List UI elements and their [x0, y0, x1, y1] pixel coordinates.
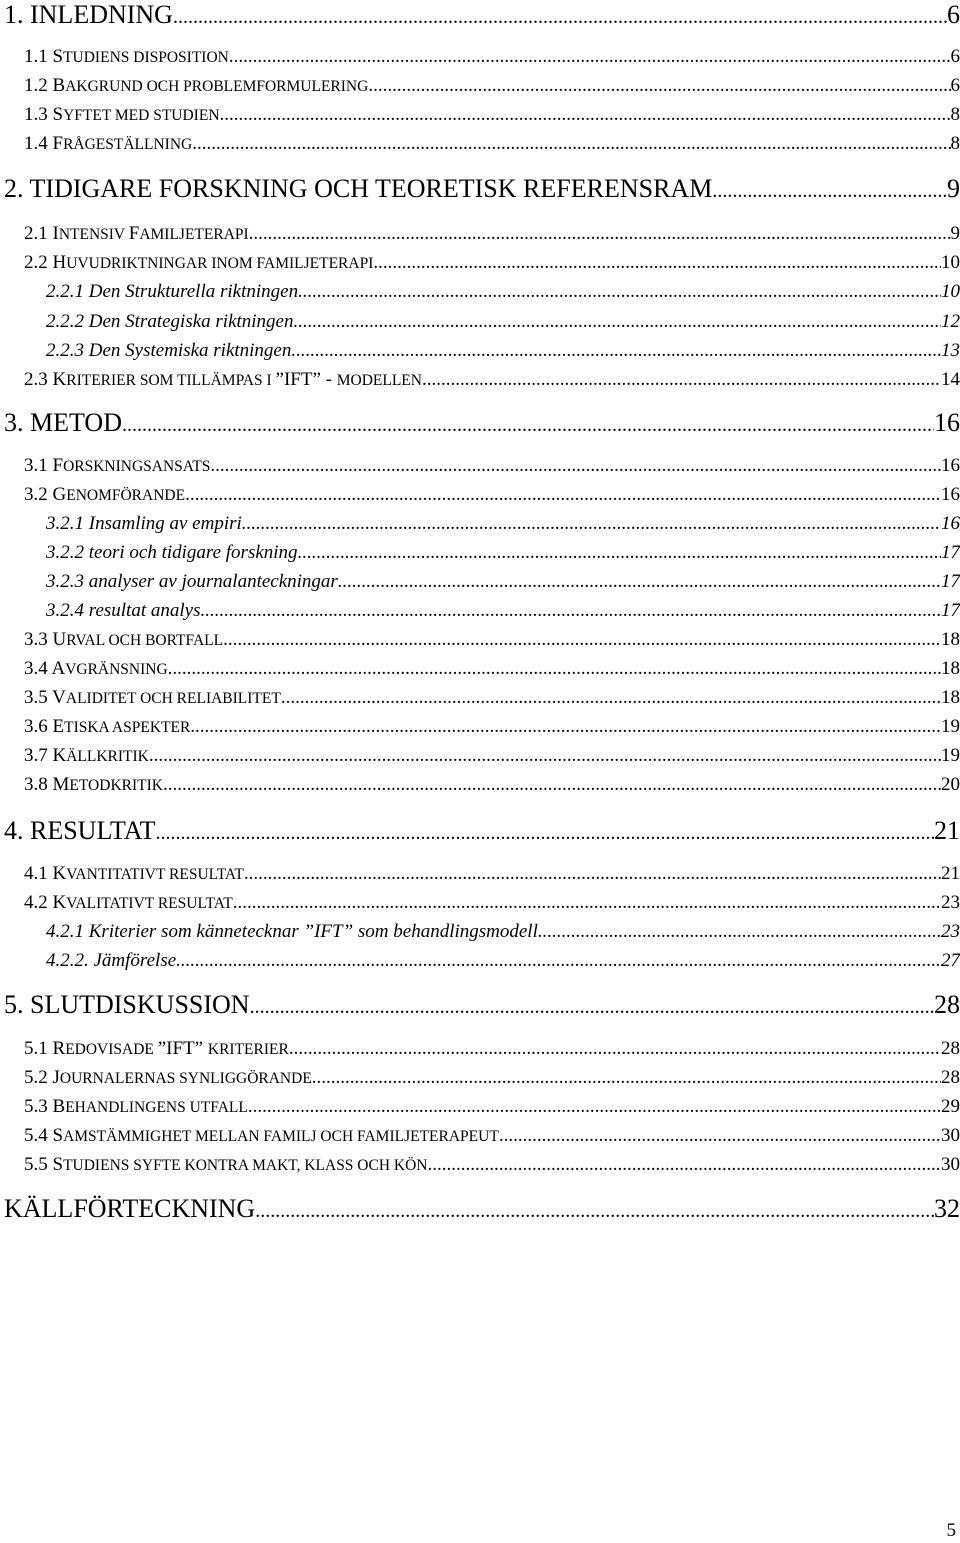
toc-title-part: RITERIER SOM TILLÄMPAS I [66, 372, 276, 389]
toc-page-number: 9 [947, 174, 960, 203]
toc-page-number: 28 [941, 1067, 960, 1088]
toc-dot-leader [543, 921, 941, 943]
toc-dot-leader [712, 180, 947, 203]
toc-entry[interactable] [24, 745, 960, 767]
page-number: 5 [946, 1520, 956, 1541]
toc-title-part: ORSKNINGSANSATS [63, 458, 211, 475]
toc-dot-leader [200, 600, 941, 622]
toc-title-part: UVUDRIKTNINGAR INOM FAMILJETERAPI [66, 255, 374, 272]
toc-entry-title [24, 1067, 312, 1089]
toc-entry[interactable] [24, 484, 960, 506]
toc-title-part: 3.7 K [24, 745, 67, 766]
toc-title-part: VGRÄNSNING [65, 661, 168, 678]
toc-entry[interactable] [24, 687, 960, 709]
toc-entry[interactable] [4, 408, 960, 438]
toc-entry-title [46, 542, 298, 564]
toc-dot-leader [422, 369, 941, 391]
toc-page-number: 29 [941, 1096, 960, 1117]
toc-title-part: RVAL OCH BORTFALL [66, 632, 224, 649]
toc-title-part: KRITERIER [207, 1041, 289, 1058]
toc-entry-title [4, 816, 156, 846]
toc-entry-title [4, 0, 173, 30]
toc-title-part: EDOVISADE [65, 1041, 158, 1058]
toc-entry-title [24, 774, 163, 796]
toc-entry[interactable] [24, 1154, 960, 1176]
toc-dot-leader [249, 223, 951, 245]
toc-entry-title [24, 892, 233, 914]
toc-entry[interactable] [24, 75, 960, 97]
toc-title-part: AKGRUND OCH PROBLEMFORMULERING [65, 78, 369, 95]
toc-entry[interactable] [4, 990, 960, 1020]
toc-dot-leader [190, 716, 941, 738]
toc-dot-leader [149, 745, 941, 767]
toc-entry-title [24, 46, 229, 68]
toc-title-part: 3.6 E [24, 716, 65, 737]
toc-title-part: 3.2.1 Insamling av empiri [46, 513, 242, 534]
toc-dot-leader [242, 513, 941, 535]
toc-page-number: 8 [950, 104, 960, 125]
toc-page-number: 19 [941, 716, 960, 737]
toc-entry[interactable] [24, 133, 960, 155]
toc-dot-leader [250, 996, 934, 1019]
toc-entry-title [24, 104, 220, 126]
toc-title-part: 3.3 U [24, 629, 67, 650]
toc-dot-leader [294, 311, 942, 333]
toc-title-part: 5.1 R [24, 1038, 66, 1059]
toc-page-number: 16 [941, 455, 960, 476]
toc-dot-leader [499, 1125, 941, 1147]
toc-title-part: 1.1 S [24, 46, 64, 67]
toc-dot-leader [368, 75, 950, 97]
toc-dot-leader [244, 863, 941, 885]
toc-entry-title [24, 658, 168, 680]
toc-title-part: 3.2 G [24, 484, 67, 505]
toc-entry[interactable] [4, 816, 960, 846]
toc-title-part: 1.2 B [24, 75, 66, 96]
toc-page-number: 23 [941, 921, 960, 942]
toc-title-part: 2.2.3 Den Systemiska riktningen [46, 340, 292, 361]
toc-title-part: 2.3 K [24, 369, 67, 390]
toc-entry[interactable] [24, 1125, 960, 1147]
toc-entry[interactable] [24, 1096, 960, 1118]
toc-entry[interactable] [46, 513, 960, 535]
toc-title-part: 1. INLEDNING [4, 0, 173, 29]
toc-page-number: 21 [941, 863, 960, 884]
toc-entry-title [24, 455, 210, 477]
toc-dot-leader [220, 104, 951, 126]
toc-title-part: NTENSIV [58, 226, 129, 243]
toc-entry[interactable] [24, 629, 960, 651]
toc-entry[interactable] [24, 716, 960, 738]
toc-page-number: 18 [941, 687, 960, 708]
toc-title-part: ALIDITET OCH RELIABILITET [65, 690, 281, 707]
toc-entry-title [24, 687, 281, 709]
toc-title-part: AMSTÄMMIGHET MELLAN FAMILJ OCH FAMILJETERAPEUT [63, 1128, 499, 1145]
toc-entry-title [24, 629, 223, 651]
toc-page-number: 30 [941, 1154, 960, 1175]
toc-title-part: 1.4 F [24, 133, 64, 154]
toc-entry-title [24, 1125, 499, 1147]
toc-title-part: 5.4 S [24, 1125, 64, 1146]
toc-dot-leader [192, 133, 950, 155]
toc-entry[interactable] [46, 571, 960, 593]
toc-page-number: 13 [941, 340, 960, 361]
toc-title-part: 3.8 M [24, 774, 70, 795]
toc-title-part: 3.2.2 teori och tidigare forskning [46, 542, 298, 563]
toc-entry[interactable] [24, 658, 960, 680]
toc-title-part: RÅGESTÄLLNING [63, 136, 193, 153]
toc-entry[interactable] [24, 1038, 960, 1060]
toc-dot-leader [298, 281, 941, 303]
toc-title-part: TUDIENS DISPOSITION [63, 49, 229, 66]
toc-dot-leader [168, 658, 941, 680]
toc-title-part: VALITATIVT RESULTAT [66, 895, 233, 912]
toc-dot-leader [122, 414, 934, 437]
toc-title-part: 4.2 K [24, 892, 67, 913]
toc-title-part: 4.2.1 Kriterier som kännetecknar ”IFT” som behandlingsmodell. [46, 921, 543, 942]
toc-entry-title [24, 1096, 248, 1118]
toc-page-number: 16 [941, 513, 960, 534]
toc-dot-leader [312, 1067, 941, 1089]
toc-title-part: 5.2 J [24, 1067, 60, 1088]
toc-page-number: 21 [934, 816, 960, 845]
toc-entry-title [46, 311, 294, 333]
toc-entry-title [24, 1154, 428, 1176]
toc-dot-leader [338, 571, 941, 593]
toc-entry[interactable] [46, 950, 960, 972]
toc-entry[interactable] [46, 921, 960, 943]
toc-page-number: 16 [941, 484, 960, 505]
toc-title-part: F [128, 223, 140, 244]
toc-entry-title [24, 252, 373, 274]
toc-page-number: 10 [941, 252, 960, 273]
toc-page-number: 17 [941, 542, 960, 563]
toc-page-number: 6 [950, 46, 960, 67]
toc-title-part: 2.2 H [24, 252, 67, 273]
toc-page-number: 16 [934, 408, 960, 437]
toc-entry-title [4, 174, 712, 204]
toc-entry[interactable] [24, 863, 960, 885]
toc-title-part: 4. RESULTAT [4, 816, 156, 845]
toc-entry-title [24, 369, 422, 391]
toc-title-part: TUDIENS SYFTE KONTRA MAKT, KLASS OCH KÖN [63, 1157, 428, 1174]
toc-entry[interactable] [46, 600, 960, 622]
toc-page-number: 10 [941, 281, 960, 302]
toc-entry-title [46, 281, 298, 303]
toc-title-part: EHANDLINGENS UTFALL [65, 1099, 248, 1116]
toc-entry-title [24, 223, 249, 245]
toc-entry-title [46, 513, 242, 535]
toc-dot-leader [291, 340, 941, 362]
toc-page-number: 30 [941, 1125, 960, 1146]
toc-entry-title [46, 950, 176, 972]
toc-title-part: YFTET MED STUDIEN [63, 107, 220, 124]
toc-page-number: 12 [941, 311, 960, 332]
toc-entry-title [46, 340, 291, 362]
toc-entry-title [4, 990, 250, 1020]
toc-dot-leader [233, 892, 941, 914]
toc-title-part: 3.5 V [24, 687, 66, 708]
toc-entry[interactable] [4, 174, 960, 204]
toc-entry[interactable] [24, 46, 960, 68]
toc-dot-leader [373, 252, 941, 274]
toc-page-number: 6 [947, 0, 960, 29]
toc-page-number: 28 [941, 1038, 960, 1059]
toc-dot-leader [289, 1038, 941, 1060]
toc-page-number: 27 [941, 950, 960, 971]
toc-entry[interactable] [46, 542, 960, 564]
toc-page-number: 6 [950, 75, 960, 96]
toc-dot-leader [185, 484, 941, 506]
toc-title-part: TISKA ASPEKTER [64, 719, 191, 736]
toc-entry[interactable] [24, 892, 960, 914]
toc-entry-title [4, 408, 122, 438]
toc-title-part: 2. TIDIGARE FORSKNING OCH TEORETISK REFERENSRAM [4, 174, 713, 203]
toc-entry[interactable] [24, 369, 960, 391]
toc-dot-leader [298, 542, 941, 564]
toc-title-part: 3.2.4 resultat analys [46, 600, 201, 621]
toc-dot-leader [281, 687, 941, 709]
toc-page-number: 32 [934, 1194, 960, 1223]
toc-page-number: 20 [941, 774, 960, 795]
toc-dot-leader [163, 774, 941, 796]
toc-dot-leader [229, 46, 951, 68]
toc-entry-title [4, 1194, 255, 1224]
toc-title-part: AMILJETERAPI [139, 226, 249, 243]
toc-title-part: ÄLLKRITIK [66, 748, 149, 765]
toc-entry[interactable] [46, 311, 960, 333]
toc-entry-title [24, 1038, 289, 1060]
toc-title-part: ETODKRITIK [69, 777, 163, 794]
toc-page-number: 28 [934, 990, 960, 1019]
toc-entry-title [24, 133, 192, 155]
toc-entry[interactable] [24, 104, 960, 126]
toc-title-part: 3.1 F [24, 455, 64, 476]
toc-title-part: 3.2.3 analyser av journalanteckningar [46, 571, 338, 592]
toc-title-part: 2.2.2 Den Strategiska riktningen [46, 311, 294, 332]
toc-dot-leader [156, 822, 934, 845]
toc-page-number: 17 [941, 600, 960, 621]
toc-title-part: 3.4 A [24, 658, 66, 679]
toc-dot-leader [255, 1200, 934, 1223]
toc-entry[interactable] [46, 281, 960, 303]
toc-entry[interactable] [24, 774, 960, 796]
toc-entry-title [24, 484, 185, 506]
toc-title-part: 2.1 I [24, 223, 59, 244]
toc-entry[interactable] [24, 455, 960, 477]
toc-title-part: VANTITATIVT RESULTAT [66, 866, 244, 883]
toc-page-number: 18 [941, 629, 960, 650]
toc-entry-title [24, 745, 149, 767]
toc-page-number: 8 [950, 133, 960, 154]
toc-title-part: 4.2.2. Jämförelse [46, 950, 177, 971]
toc-title-part: 4.1 K [24, 863, 67, 884]
toc-page-number: 18 [941, 658, 960, 679]
toc-title-part: KÄLLFÖRTECKNING [4, 1194, 256, 1223]
toc-title-part: OURNALERNAS SYNLIGGÖRANDE [59, 1070, 312, 1087]
toc-title-part: MODELLEN [336, 372, 422, 389]
toc-dot-leader [173, 6, 947, 29]
toc-page-number: 14 [941, 369, 960, 390]
toc-dot-leader [248, 1096, 941, 1118]
toc-entry[interactable] [24, 223, 960, 245]
toc-title-part: ENOMFÖRANDE [66, 487, 186, 504]
toc-title-part: ”IFT” - [275, 369, 337, 390]
toc-entry[interactable] [46, 340, 960, 362]
toc-dot-leader [428, 1154, 942, 1176]
toc-entry-title [46, 921, 543, 943]
toc-title-part: 5. SLUTDISKUSSION [4, 990, 250, 1019]
toc-entry[interactable] [24, 252, 960, 274]
toc-dot-leader [176, 950, 941, 972]
toc-dot-leader [210, 455, 941, 477]
toc-entry[interactable] [4, 0, 960, 30]
toc-page-number: 9 [950, 223, 960, 244]
toc-title-part: 3. METOD [4, 408, 122, 437]
toc-page-number: 17 [941, 571, 960, 592]
toc-title-part: 5.3 B [24, 1096, 66, 1117]
toc-entry-title [24, 75, 368, 97]
toc-entry-title [46, 571, 338, 593]
toc-title-part: ”IFT” [157, 1038, 208, 1059]
toc-title-part: 2.2.1 Den Strukturella riktningen [46, 281, 299, 302]
toc-page-number: 19 [941, 745, 960, 766]
toc-page-number: 23 [941, 892, 960, 913]
toc-title-part: 1.3 S [24, 104, 64, 125]
toc-entry-title [24, 863, 244, 885]
toc-dot-leader [223, 629, 941, 651]
toc-entry[interactable] [4, 1194, 960, 1224]
toc-entry-title [46, 600, 200, 622]
toc-title-part: 5.5 S [24, 1154, 64, 1175]
toc-entry-title [24, 716, 190, 738]
toc-entry[interactable] [24, 1067, 960, 1089]
